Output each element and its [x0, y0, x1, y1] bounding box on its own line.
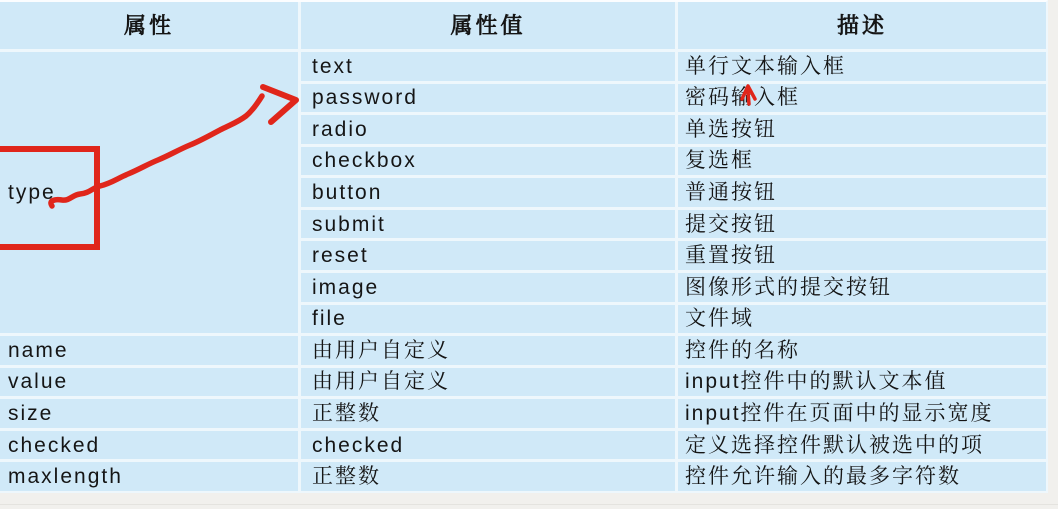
desc-cell: 重置按钮: [675, 238, 1046, 270]
desc-cell: 定义选择控件默认被选中的项: [675, 428, 1046, 460]
desc-cell: 文件域: [675, 302, 1046, 334]
attribute-cell: checked: [0, 428, 298, 460]
slide-edge-line: [0, 504, 1058, 505]
value-cell: checked: [298, 428, 675, 460]
value-cell: 由用户自定义: [298, 365, 675, 397]
value-cell: radio: [298, 112, 675, 144]
desc-cell: 普通按钮: [675, 175, 1046, 207]
value-cell: 由用户自定义: [298, 333, 675, 365]
desc-cell: input控件在页面中的显示宽度: [675, 396, 1046, 428]
desc-cell: 复选框: [675, 144, 1046, 176]
value-cell: reset: [298, 238, 675, 270]
header-cell-2: 描述: [675, 2, 1046, 49]
value-cell: image: [298, 270, 675, 302]
desc-cell: 图像形式的提交按钮: [675, 270, 1046, 302]
attribute-cell: value: [0, 365, 298, 397]
value-cell: submit: [298, 207, 675, 239]
desc-cell: 密码输入框: [675, 81, 1046, 113]
desc-cell: input控件中的默认文本值: [675, 365, 1046, 397]
desc-cell: 控件允许输入的最多字符数: [675, 459, 1046, 491]
value-cell: password: [298, 81, 675, 113]
desc-cell: 控件的名称: [675, 333, 1046, 365]
attribute-cell-type: type: [0, 49, 298, 333]
attribute-cell: name: [0, 333, 298, 365]
header-cell-0: 属性: [123, 12, 174, 38]
header-cell-1: 属性值: [298, 2, 675, 49]
desc-cell: 单行文本输入框: [675, 49, 1046, 81]
value-cell: text: [298, 49, 675, 81]
attribute-cell: maxlength: [0, 459, 298, 491]
value-cell: button: [298, 175, 675, 207]
value-cell: 正整数: [298, 396, 675, 428]
attribute-cell: size: [0, 396, 298, 428]
desc-cell: 提交按钮: [675, 207, 1046, 239]
value-cell: checkbox: [298, 144, 675, 176]
value-cell: 正整数: [298, 459, 675, 491]
value-cell: file: [298, 302, 675, 334]
desc-cell: 单选按钮: [675, 112, 1046, 144]
